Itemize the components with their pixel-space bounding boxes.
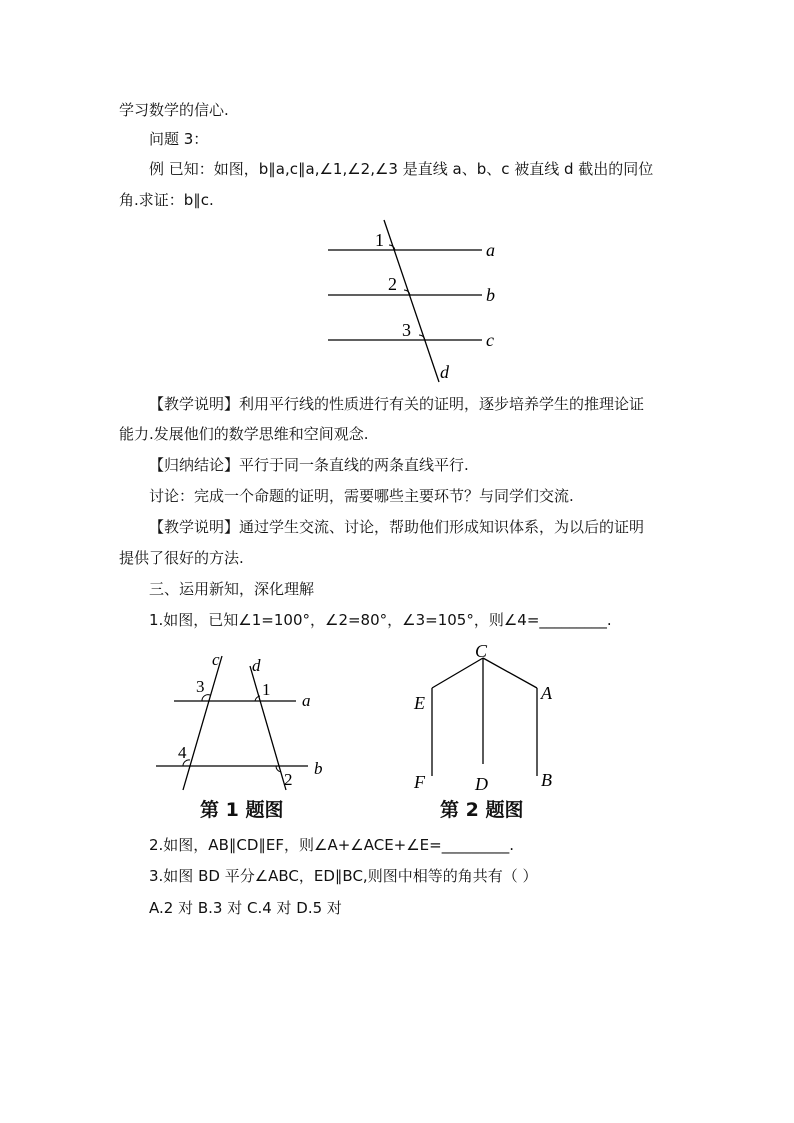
- angle-1-label: 1: [375, 230, 384, 250]
- angle-3-label: 3: [196, 677, 205, 696]
- angle-2-label: 2: [388, 274, 397, 294]
- teaching-note-2-line-2: 提供了很好的方法.: [119, 549, 244, 567]
- question-3: 3.如图 BD 平分∠ABC，ED∥BC,则图中相等的角共有（ ）: [149, 867, 538, 885]
- angle-3-label: 3: [402, 320, 411, 340]
- conclusion: 【归纳结论】平行于同一条直线的两条直线平行.: [149, 456, 469, 474]
- line-a-label: a: [486, 240, 495, 260]
- discussion: 讨论：完成一个命题的证明，需要哪些主要环节？与同学们交流.: [149, 487, 574, 505]
- figure-question-2: [405, 640, 575, 796]
- line-b-label: b: [314, 759, 323, 778]
- text-line-1: 学习数学的信心.: [119, 101, 229, 119]
- point-b-label: B: [541, 770, 552, 790]
- angle-2-label: 2: [284, 770, 293, 789]
- question-3-options: A.2 对 B.3 对 C.4 对 D.5 对: [149, 899, 342, 917]
- example-statement-line-2: 角.求证：b∥c.: [119, 191, 214, 209]
- section-heading: 三、运用新知，深化理解: [149, 580, 315, 598]
- angle-1-label: 1: [262, 680, 271, 699]
- figure-1-caption: 第 1 题图: [200, 799, 284, 821]
- figure-parallel-lines-transversal: [320, 218, 510, 386]
- teaching-note-1-line-1: 【教学说明】利用平行线的性质进行有关的证明，逐步培养学生的推理论证: [149, 395, 645, 413]
- point-e-label: E: [414, 693, 425, 713]
- figure-2-caption: 第 2 题图: [440, 799, 524, 821]
- question-2: 2.如图，AB∥CD∥EF，则∠A+∠ACE+∠E=_________.: [149, 836, 514, 854]
- teaching-note-2-line-1: 【教学说明】通过学生交流、讨论，帮助他们形成知识体系，为以后的证明: [149, 518, 645, 536]
- line-d-label: d: [440, 362, 449, 382]
- line-c-label: c: [486, 330, 494, 350]
- line-c-label: c: [212, 650, 220, 669]
- figure-question-1: [150, 648, 340, 794]
- line-a-label: a: [302, 691, 311, 710]
- angle-4-label: 4: [178, 743, 187, 762]
- example-statement-line-1: 例 已知：如图，b∥a,c∥a,∠1,∠2,∠3 是直线 a、b、c 被直线 d 截出的同位: [149, 160, 654, 178]
- teaching-note-1-line-2: 能力.发展他们的数学思维和空间观念.: [119, 425, 369, 443]
- line-b-label: b: [486, 285, 495, 305]
- question-1: 1.如图，已知∠1=100°，∠2=80°，∠3=105°，则∠4=_________.: [149, 611, 612, 629]
- problem-3-heading: 问题 3：: [149, 130, 209, 148]
- point-f-label: F: [414, 772, 425, 792]
- point-a-label: A: [541, 683, 552, 703]
- point-d-label: D: [475, 774, 488, 794]
- point-c-label: C: [475, 641, 488, 661]
- line-d-label: d: [252, 656, 261, 675]
